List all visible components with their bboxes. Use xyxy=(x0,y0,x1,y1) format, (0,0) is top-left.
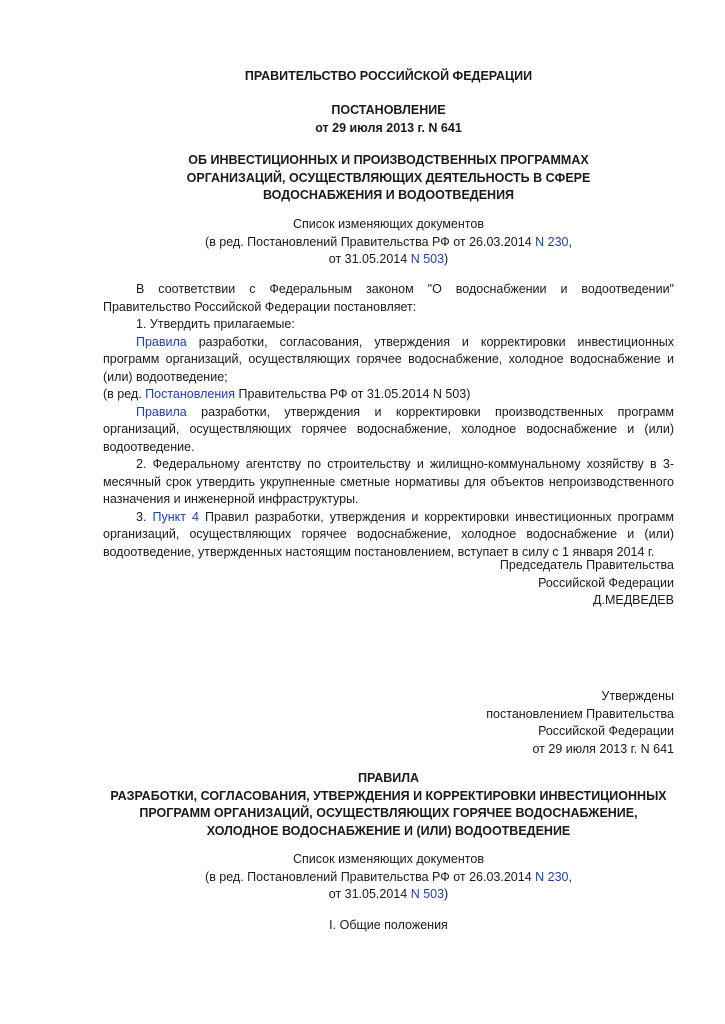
amendment-link-503[interactable]: N 503 xyxy=(410,252,445,266)
rules-1-link[interactable]: Правила xyxy=(136,334,187,349)
government-heading xyxy=(103,68,674,86)
rules-amendments-label: Список изменяющих документов xyxy=(293,852,484,866)
rules-2-paragraph: Правила разработки, утверждения и корректировки производственных программ организаций, осуществляющих горячее водоснабжение, холодное водоснабжение и (или) водоотведение. xyxy=(103,404,674,454)
amendments-label: Список изменяющих документов xyxy=(293,217,484,231)
signature-block xyxy=(103,557,674,610)
approved-line: Утверждены xyxy=(601,689,674,703)
resolution-block xyxy=(103,102,674,137)
approved-line: Российской Федерации xyxy=(538,724,674,738)
approved-block xyxy=(103,688,674,758)
intro-paragraph: В соответствии с Федеральным законом "О водоснабжении и водоотведении" Правительство Российской Федерации постановляет: xyxy=(103,282,674,314)
amendment-link-230[interactable]: N 230 xyxy=(535,234,569,249)
amendments-block xyxy=(103,216,674,269)
item-3-link[interactable]: Пункт 4 xyxy=(152,509,199,524)
rules-title-line: ПРОГРАММ ОРГАНИЗАЦИЙ, ОСУЩЕСТВЛЯЮЩИХ ГОРЯЧЕЕ ВОДОСНАБЖЕНИЕ, xyxy=(139,806,638,820)
rules-amendments-line-2: от 31.05.2014 N 503) xyxy=(328,887,449,901)
rules-amendments-line-1: (в ред. Постановлений Правительства РФ от 26.03.2014 N 230, xyxy=(205,869,572,884)
section-title: I. Общие положения xyxy=(329,918,448,932)
rules-heading-block xyxy=(103,770,674,840)
edit-note-link[interactable]: Постановления xyxy=(145,387,235,401)
approved-line: постановлением Правительства xyxy=(486,706,674,721)
rules-amendment-link-503[interactable]: N 503 xyxy=(410,887,445,901)
title-line: ВОДОСНАБЖЕНИЯ И ВОДООТВЕДЕНИЯ xyxy=(262,188,515,202)
section-title-block xyxy=(103,917,674,935)
rules-2-link[interactable]: Правила xyxy=(136,404,187,419)
item-3: 3. Пункт 4 Правил разработки, утверждения и корректировки инвестиционных программ организаций, осуществляющих горячее водоснабжение, холодное водоснабжение и (или) водоотведение, утвержденных настоящим постановлением, вступает в силу с 1 января 2014 г. xyxy=(103,509,674,559)
resolution-date-number: от 29 июля 2013 г. N 641 xyxy=(315,120,462,135)
rules-heading: ПРАВИЛА xyxy=(357,771,420,785)
government-name: ПРАВИТЕЛЬСТВО РОССИЙСКОЙ ФЕДЕРАЦИИ xyxy=(244,69,533,83)
rules-amendments-block xyxy=(103,851,674,904)
item-2: 2. Федеральному агентству по строительству и жилищно-коммунальному хозяйству в 3-месячный срок утвердить укрупненные сметные нормативы для объектов непроизводственного назначения и инженерной инфраструктуры. xyxy=(103,457,674,506)
title-line: ОБ ИНВЕСТИЦИОННЫХ И ПРОИЗВОДСТВЕННЫХ ПРОГРАММАХ xyxy=(188,153,589,167)
approved-line: от 29 июля 2013 г. N 641 xyxy=(532,741,674,756)
rules-amendment-link-230[interactable]: N 230 xyxy=(535,869,569,884)
resolution-title xyxy=(103,152,674,205)
resolution-type: ПОСТАНОВЛЕНИЕ xyxy=(331,103,446,117)
rules-title-line: РАЗРАБОТКИ, СОГЛАСОВАНИЯ, УТВЕРЖДЕНИЯ И КОРРЕКТИРОВКИ ИНВЕСТИЦИОННЫХ xyxy=(110,788,667,803)
item-1: 1. Утвердить прилагаемые: xyxy=(136,317,295,331)
edit-note: (в ред. Постановления Правительства РФ от 31.05.2014 N 503) xyxy=(103,387,471,401)
signature-org: Российской Федерации xyxy=(538,575,674,590)
rules-title-line: ХОЛОДНОЕ ВОДОСНАБЖЕНИЕ И (ИЛИ) ВОДООТВЕДЕНИЕ xyxy=(206,823,571,838)
signature-title: Председатель Правительства xyxy=(499,558,674,572)
amendments-line-1: (в ред. Постановлений Правительства РФ от 26.03.2014 N 230, xyxy=(205,234,572,249)
signature-name: Д.МЕДВЕДЕВ xyxy=(593,593,674,607)
title-line: ОРГАНИЗАЦИЙ, ОСУЩЕСТВЛЯЮЩИХ ДЕЯТЕЛЬНОСТЬ В СФЕРЕ xyxy=(186,170,591,185)
rules-1-paragraph: Правила разработки, согласования, утверждения и корректировки инвестиционных программ организаций, осуществляющих горячее водоснабжение, холодное водоснабжение и (или) водоотведение; xyxy=(103,334,674,384)
amendments-line-2: от 31.05.2014 N 503) xyxy=(328,252,449,266)
resolution-body xyxy=(103,281,674,561)
